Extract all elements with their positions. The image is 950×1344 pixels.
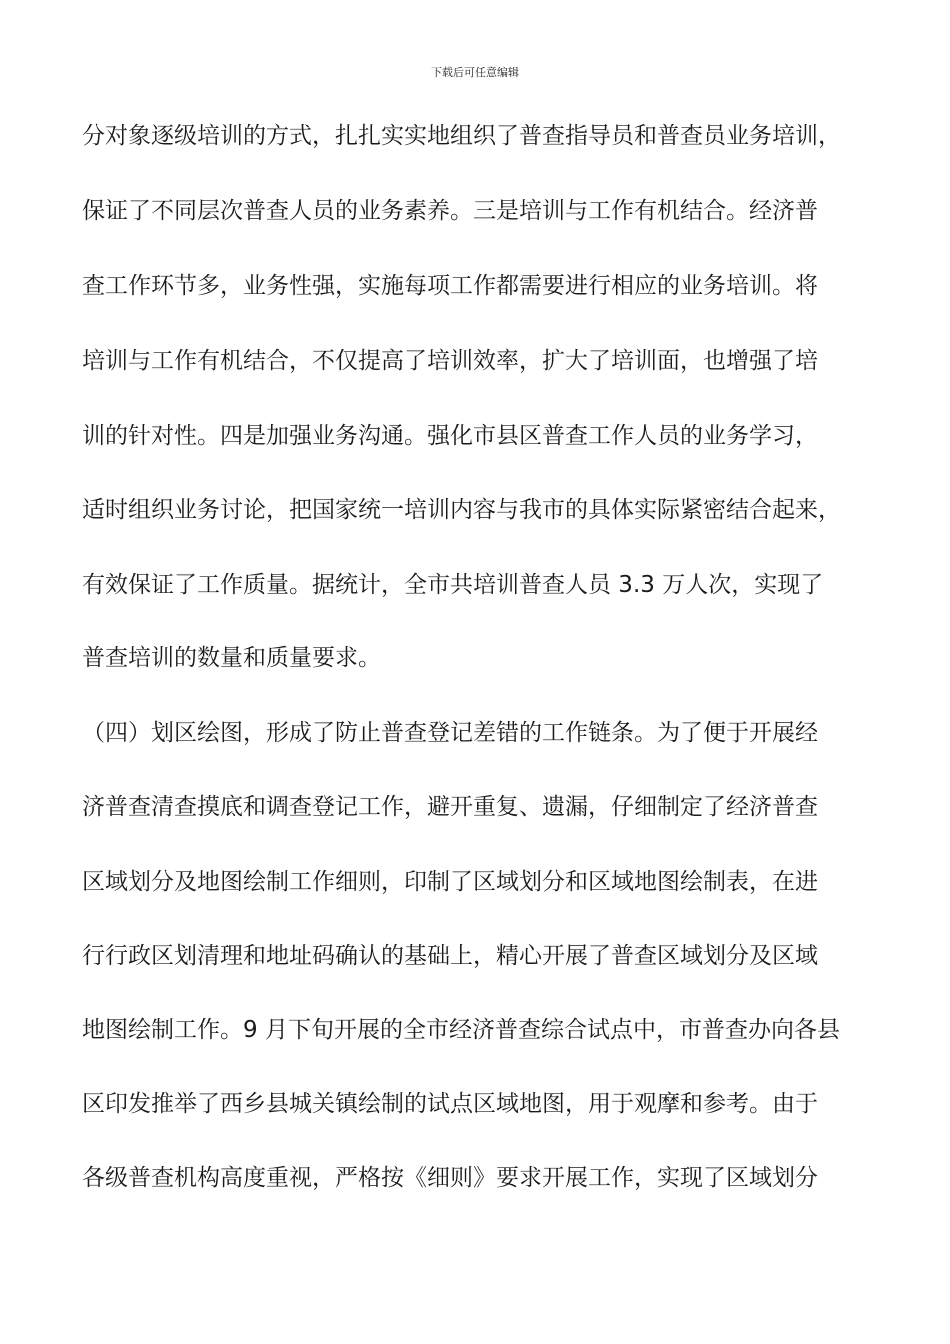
text-line: （四）划区绘图，形成了防止普查登记差错的工作链条。为了便于开展经 [82,720,818,746]
text-line: 普查培训的数量和质量要求。 [82,645,381,671]
text-line: 区域划分及地图绘制工作细则，印制了区域划分和区域地图绘制表，在进 [82,869,818,895]
text-line: 保证了不同层次普查人员的业务素养。三是培训与工作有机结合。经济普 [82,198,818,224]
text-line: 训的针对性。四是加强业务沟通。强化市县区普查工作人员的业务学习， [82,423,818,449]
text-line: 培训与工作有机结合，不仅提高了培训效率，扩大了培训面，也增强了培 [82,348,818,374]
page-header: 下载后可任意编辑 [431,66,519,79]
text-line: 各级普查机构高度重视，严格按《细则》要求开展工作，实现了区域划分 [82,1165,818,1191]
text-line: 济普查清查摸底和调查登记工作，避开重复、遗漏，仔细制定了经济普查 [82,794,818,820]
text-line: 查工作环节多，业务性强，实施每项工作都需要进行相应的业务培训。将 [82,273,818,299]
text-line: 地图绘制工作。9 月下旬开展的全市经济普查综合试点中，市普查办向各县 [82,1017,840,1043]
text-line: 行行政区划清理和地址码确认的基础上，精心开展了普查区域划分及区域 [82,943,818,969]
text-line: 适时组织业务讨论，把国家统一培训内容与我市的具体实际紧密结合起来， [82,497,841,523]
text-line: 有效保证了工作质量。据统计，全市共培训普查人员 3.3 万人次，实现了 [82,572,824,598]
text-line: 区印发推举了西乡县城关镇绘制的试点区域地图，用于观摩和参考。由于 [82,1091,818,1117]
text-line: 分对象逐级培训的方式，扎扎实实地组织了普查指导员和普查员业务培训， [82,123,841,149]
